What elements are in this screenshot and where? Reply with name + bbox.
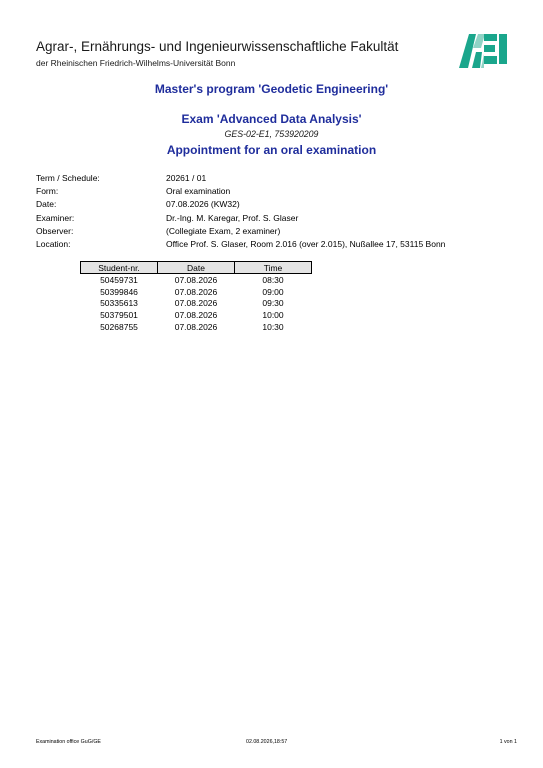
appointment-title: Appointment for an oral examination [166,143,377,157]
footer-office: Examination office GuG/GE [36,739,101,745]
date-cell: 07.08.2026 [174,310,218,321]
info-value: (Collegiate Exam, 2 examiner) [166,225,281,236]
column-header-student-nr: Student-nr. [81,262,158,274]
date-cell: 07.08.2026 [174,298,218,309]
info-value: 07.08.2026 (KW32) [166,199,240,210]
info-value: 20261 / 01 [166,173,207,183]
time-cell: 09:00 [262,286,284,297]
exam-title: Exam 'Advanced Data Analysis' [181,112,362,126]
university-name: der Rheinischen Friedrich-Wilhelms-Universität Bonn [36,58,236,68]
info-value: Office Prof. S. Glaser, Room 2.016 (over 2.015), Nußallee 17, 53115 Bonn [166,238,446,249]
time-cell: 10:00 [262,310,284,321]
program-title: Master's program 'Geodetic Engineering' [154,82,389,96]
schedule-table [80,261,312,333]
student-number-cell: 50335613 [100,298,138,309]
info-value: Oral examination [166,186,231,197]
column-header-time: Time [235,262,312,274]
info-label: Form: [36,186,59,197]
exam-code: GES-02-E1, 753920209 [224,129,319,139]
faculty-name: Agrar-, Ernährungs- und Ingenieurwissenschaftliche Fakultät [36,39,399,54]
table-row [81,298,312,310]
date-cell: 07.08.2026 [174,322,218,333]
footer-page-number: 1 von 1 [499,739,517,745]
table-header-row [81,262,312,274]
table-row [81,309,312,321]
info-label: Observer: [36,225,74,236]
info-label: Date: [36,199,57,210]
table-row [81,274,312,286]
faculty-logo-icon [459,30,511,68]
table-row [81,286,312,298]
column-header-date: Date [158,262,235,274]
info-label: Examiner: [36,212,75,223]
info-label: Term / Schedule: [36,173,100,183]
time-cell: 10:30 [262,322,284,333]
info-value: Dr.-Ing. M. Karegar, Prof. S. Glaser [166,212,299,223]
time-cell: 09:30 [262,298,284,309]
time-cell: 08:30 [262,274,284,285]
student-number-cell: 50268755 [100,322,138,333]
student-number-cell: 50379501 [100,310,138,321]
student-number-cell: 50459731 [100,274,138,285]
info-label: Location: [36,238,71,249]
date-cell: 07.08.2026 [174,286,218,297]
footer-timestamp: 02.08.2026,18:57 [246,739,288,745]
date-cell: 07.08.2026 [174,274,218,285]
table-row [81,321,312,333]
student-number-cell: 50399846 [100,286,138,297]
